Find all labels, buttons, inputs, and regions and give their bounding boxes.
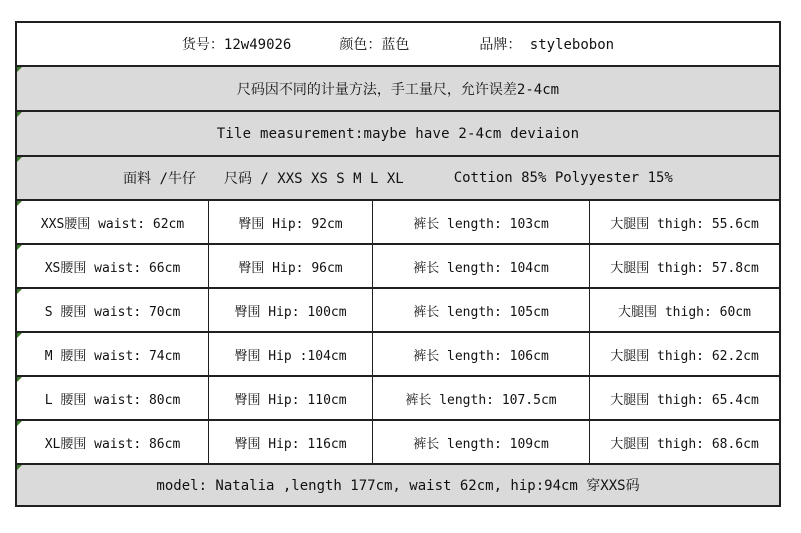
measurement-note-cn: 尺码因不同的计量方法，手工量尺，允许误差2-4cm <box>236 81 560 98</box>
size-row-l <box>17 377 779 421</box>
cell-corner-marker <box>17 465 22 470</box>
cell-corner-marker <box>17 67 22 72</box>
size-row-xl <box>17 421 779 465</box>
hip-cell: 臀围 Hip: 110cm <box>209 377 373 419</box>
brand-label: 品牌： stylebobon <box>479 37 615 53</box>
thigh-cell: 大腿围 thigh: 57.8cm <box>610 260 759 276</box>
size-row-s <box>17 289 779 333</box>
waist-cell: S 腰围 waist: 70cm <box>17 289 209 331</box>
thigh-cell: 大腿围 thigh: 68.6cm <box>610 436 759 452</box>
length-cell: 裤长 length: 106cm <box>373 333 590 375</box>
length-cell: 裤长 length: 104cm <box>373 245 590 287</box>
hip-cell: 臀围 Hip: 100cm <box>209 289 373 331</box>
hip-cell: 臀围 Hip :104cm <box>209 333 373 375</box>
cell-corner-marker <box>17 112 22 117</box>
fabric-composition: Cottion 85% Polyyester 15% <box>453 170 673 186</box>
size-row-xxs <box>17 201 779 245</box>
model-info: model: Natalia ,length 177cm, waist 62cm, hip:94cm 穿XXS码 <box>156 478 640 494</box>
length-cell: 裤长 length: 103cm <box>373 201 590 243</box>
thigh-cell: 大腿围 thigh: 62.2cm <box>610 348 759 364</box>
hip-cell: 臀围 Hip: 116cm <box>209 421 373 463</box>
hip-cell: 臀围 Hip: 92cm <box>209 201 373 243</box>
length-cell: 裤长 length: 105cm <box>373 289 590 331</box>
waist-cell: XS腰围 waist: 66cm <box>17 245 209 287</box>
available-sizes: 尺码 / XXS XS S M L XL <box>223 171 404 187</box>
length-cell: 裤长 length: 107.5cm <box>373 377 590 419</box>
waist-cell: L 腰围 waist: 80cm <box>17 377 209 419</box>
item-number: 货号：12w49026 <box>181 37 292 53</box>
fabric-info-row <box>17 157 779 201</box>
product-header-row <box>17 23 779 67</box>
cell-corner-marker <box>17 157 22 162</box>
fabric-material: 面料 /牛仔 <box>123 171 196 187</box>
waist-cell: XL腰围 waist: 86cm <box>17 421 209 463</box>
length-cell: 裤长 length: 109cm <box>373 421 590 463</box>
thigh-cell: 大腿围 thigh: 60cm <box>618 304 751 320</box>
size-row-xs <box>17 245 779 289</box>
measurement-note-en: Tile measurement:maybe have 2-4cm deviaion <box>216 125 580 142</box>
waist-cell: M 腰围 waist: 74cm <box>17 333 209 375</box>
hip-cell: 臀围 Hip: 96cm <box>209 245 373 287</box>
size-chart-table <box>15 21 781 507</box>
measurement-note-en-row <box>17 112 779 157</box>
measurement-note-cn-row <box>17 67 779 112</box>
waist-cell: XXS腰围 waist: 62cm <box>17 201 209 243</box>
thigh-cell: 大腿围 thigh: 65.4cm <box>610 392 759 408</box>
size-row-m <box>17 333 779 377</box>
thigh-cell: 大腿围 thigh: 55.6cm <box>610 216 759 232</box>
model-info-row <box>17 465 779 505</box>
color-label: 颜色：蓝色 <box>339 37 410 53</box>
